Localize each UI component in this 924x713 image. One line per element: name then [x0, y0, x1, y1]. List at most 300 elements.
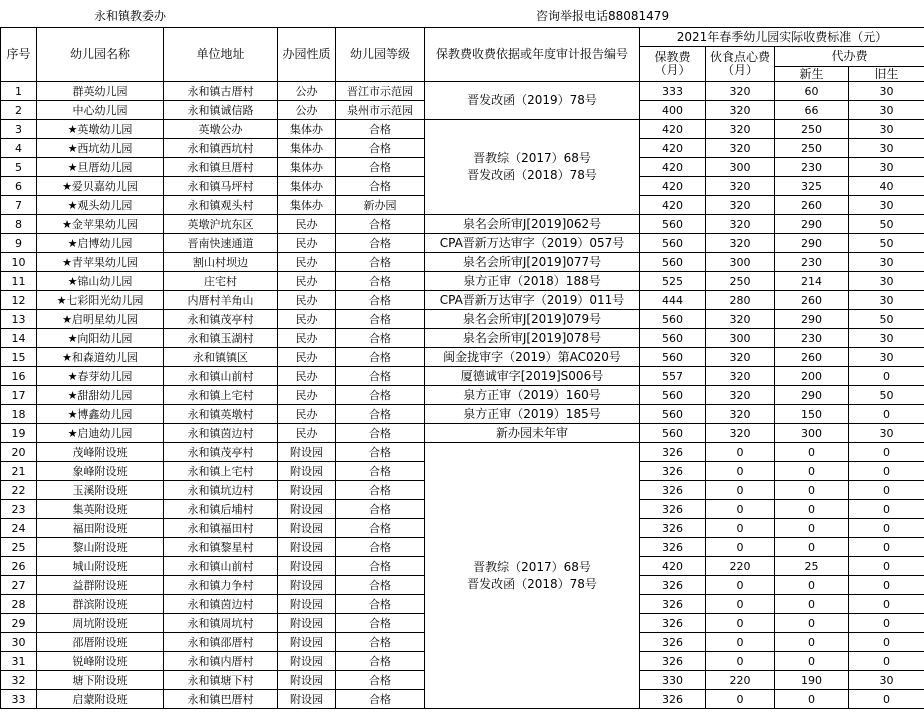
cell-no: 16 [1, 367, 37, 386]
cell-old: 0 [849, 443, 924, 462]
cell-old: 0 [849, 481, 924, 500]
cell-name: ★启博幼儿园 [37, 234, 164, 253]
cell-basis: CPA晋新万达审字（2019）057号 [425, 234, 640, 253]
cell-new: 150 [775, 405, 849, 424]
cell-grade: 合格 [336, 158, 425, 177]
cell-meal: 0 [706, 595, 775, 614]
cell-new: 60 [775, 82, 849, 101]
cell-grade: 合格 [336, 177, 425, 196]
cell-name: ★金苹果幼儿园 [37, 215, 164, 234]
cell-old: 30 [849, 158, 924, 177]
header-name: 幼儿园名称 [37, 28, 164, 82]
cell-no: 18 [1, 405, 37, 424]
cell-tuition: 420 [640, 557, 706, 576]
cell-grade: 泉州市示范园 [336, 101, 425, 120]
header-fees: 代办费 [775, 47, 924, 67]
cell-meal: 300 [706, 158, 775, 177]
table-row [1, 215, 924, 234]
cell-nature: 民办 [278, 367, 336, 386]
cell-new: 230 [775, 253, 849, 272]
cell-meal: 320 [706, 234, 775, 253]
table-row [1, 443, 924, 462]
header-old: 旧生 [849, 67, 924, 82]
cell-basis: 新办园未年审 [425, 424, 640, 443]
cell-name: 群滨附设班 [37, 595, 164, 614]
cell-grade: 合格 [336, 234, 425, 253]
cell-tuition: 326 [640, 633, 706, 652]
cell-tuition: 326 [640, 462, 706, 481]
cell-no: 15 [1, 348, 37, 367]
cell-old: 50 [849, 215, 924, 234]
cell-old: 0 [849, 633, 924, 652]
cell-nature: 附设园 [278, 500, 336, 519]
cell-new: 260 [775, 291, 849, 310]
cell-no: 4 [1, 139, 37, 158]
cell-old: 40 [849, 177, 924, 196]
cell-no: 30 [1, 633, 37, 652]
cell-old: 0 [849, 557, 924, 576]
cell-address: 永和镇邵厝村 [164, 633, 278, 652]
cell-grade: 合格 [336, 291, 425, 310]
cell-no: 11 [1, 272, 37, 291]
cell-nature: 民办 [278, 234, 336, 253]
cell-nature: 集体办 [278, 177, 336, 196]
cell-name: ★甜甜幼儿园 [37, 386, 164, 405]
cell-old: 30 [849, 82, 924, 101]
basis-line: 晋教综（2017）68号 [473, 151, 591, 165]
cell-old: 0 [849, 500, 924, 519]
cell-no: 1 [1, 82, 37, 101]
cell-tuition: 560 [640, 329, 706, 348]
cell-grade: 合格 [336, 576, 425, 595]
cell-name: ★旦厝幼儿园 [37, 158, 164, 177]
cell-meal: 0 [706, 462, 775, 481]
cell-old: 30 [849, 139, 924, 158]
cell-meal: 220 [706, 671, 775, 690]
header-standard: 2021年春季幼儿园实际收费标准（元） [640, 28, 924, 47]
cell-tuition: 400 [640, 101, 706, 120]
cell-nature: 集体办 [278, 120, 336, 139]
cell-meal: 300 [706, 329, 775, 348]
cell-old: 30 [849, 424, 924, 443]
cell-meal: 220 [706, 557, 775, 576]
cell-nature: 民办 [278, 215, 336, 234]
cell-name: 集英附设班 [37, 500, 164, 519]
cell-basis: 泉名会所审J[2019]077号 [425, 253, 640, 272]
table-body [1, 82, 924, 709]
cell-no: 20 [1, 443, 37, 462]
header-meal: 伙食点心费 （月） [706, 47, 775, 82]
fee-table [0, 27, 924, 709]
cell-no: 23 [1, 500, 37, 519]
cell-old: 50 [849, 234, 924, 253]
header-nature: 办园性质 [278, 28, 336, 82]
cell-tuition: 420 [640, 120, 706, 139]
table-row [1, 82, 924, 101]
cell-name: 塘下附设班 [37, 671, 164, 690]
cell-tuition: 326 [640, 652, 706, 671]
cell-no: 28 [1, 595, 37, 614]
cell-old: 30 [849, 291, 924, 310]
cell-address: 永和镇茂亭村 [164, 443, 278, 462]
cell-meal: 320 [706, 82, 775, 101]
cell-name: ★启明星幼儿园 [37, 310, 164, 329]
cell-meal: 280 [706, 291, 775, 310]
cell-grade: 合格 [336, 500, 425, 519]
cell-address: 割山村坝边 [164, 253, 278, 272]
cell-no: 6 [1, 177, 37, 196]
cell-tuition: 326 [640, 519, 706, 538]
cell-old: 30 [849, 253, 924, 272]
cell-meal: 320 [706, 310, 775, 329]
cell-no: 21 [1, 462, 37, 481]
cell-basis: 泉方正审（2019）185号 [425, 405, 640, 424]
cell-no: 31 [1, 652, 37, 671]
cell-basis: 闽金拢审字（2019）第AC020号 [425, 348, 640, 367]
cell-nature: 民办 [278, 253, 336, 272]
cell-tuition: 560 [640, 405, 706, 424]
cell-no: 5 [1, 158, 37, 177]
cell-address: 永和镇观头村 [164, 196, 278, 215]
cell-grade: 晋江市示范园 [336, 82, 425, 101]
cell-basis [425, 120, 640, 215]
cell-meal: 320 [706, 405, 775, 424]
cell-tuition: 326 [640, 576, 706, 595]
cell-address: 永和镇坑边村 [164, 481, 278, 500]
cell-meal: 0 [706, 538, 775, 557]
cell-name: ★启迪幼儿园 [37, 424, 164, 443]
cell-name: ★英墩幼儿园 [37, 120, 164, 139]
cell-name: 中心幼儿园 [37, 101, 164, 120]
header-seq: 序号 [1, 28, 37, 82]
cell-basis: 泉方正审（2019）160号 [425, 386, 640, 405]
cell-old: 0 [849, 595, 924, 614]
table-row [1, 234, 924, 253]
cell-meal: 250 [706, 272, 775, 291]
cell-new: 260 [775, 196, 849, 215]
cell-no: 2 [1, 101, 37, 120]
cell-address: 永和镇诚信路 [164, 101, 278, 120]
cell-old: 30 [849, 196, 924, 215]
cell-old: 30 [849, 272, 924, 291]
cell-address: 永和镇马坪村 [164, 177, 278, 196]
cell-basis: 泉名会所审J[2019]078号 [425, 329, 640, 348]
cell-meal: 0 [706, 500, 775, 519]
cell-name: ★西坑幼儿园 [37, 139, 164, 158]
cell-address: 永和镇周坑村 [164, 614, 278, 633]
cell-address: 永和镇山前村 [164, 557, 278, 576]
cell-name: 锐峰附设班 [37, 652, 164, 671]
cell-nature: 附设园 [278, 576, 336, 595]
cell-address: 永和镇茂亭村 [164, 310, 278, 329]
cell-grade: 合格 [336, 310, 425, 329]
cell-meal: 320 [706, 196, 775, 215]
cell-old: 50 [849, 386, 924, 405]
cell-nature: 民办 [278, 405, 336, 424]
cell-meal: 0 [706, 519, 775, 538]
cell-grade: 合格 [336, 652, 425, 671]
office-name: 永和镇教委办 [94, 9, 167, 23]
cell-meal: 320 [706, 139, 775, 158]
cell-nature: 附设园 [278, 443, 336, 462]
cell-no: 8 [1, 215, 37, 234]
table-row [1, 386, 924, 405]
cell-grade: 合格 [336, 557, 425, 576]
cell-new: 230 [775, 158, 849, 177]
cell-new: 290 [775, 215, 849, 234]
cell-old: 50 [849, 310, 924, 329]
cell-new: 250 [775, 139, 849, 158]
cell-new: 0 [775, 538, 849, 557]
cell-tuition: 420 [640, 139, 706, 158]
cell-no: 26 [1, 557, 37, 576]
cell-old: 0 [849, 462, 924, 481]
cell-meal: 0 [706, 652, 775, 671]
cell-tuition: 333 [640, 82, 706, 101]
cell-no: 27 [1, 576, 37, 595]
cell-nature: 集体办 [278, 139, 336, 158]
table-row [1, 348, 924, 367]
cell-tuition: 326 [640, 538, 706, 557]
cell-name: ★青苹果幼儿园 [37, 253, 164, 272]
cell-new: 0 [775, 614, 849, 633]
cell-meal: 320 [706, 177, 775, 196]
cell-meal: 320 [706, 386, 775, 405]
cell-address: 永和镇山前村 [164, 367, 278, 386]
cell-grade: 新办园 [336, 196, 425, 215]
cell-old: 30 [849, 348, 924, 367]
cell-grade: 合格 [336, 120, 425, 139]
basis-line: 晋教综（2017）68号 [473, 559, 591, 574]
cell-no: 22 [1, 481, 37, 500]
cell-old: 0 [849, 614, 924, 633]
cell-address: 永和镇旦厝村 [164, 158, 278, 177]
cell-name: 城山附设班 [37, 557, 164, 576]
cell-tuition: 326 [640, 690, 706, 709]
cell-nature: 民办 [278, 386, 336, 405]
cell-nature: 附设园 [278, 652, 336, 671]
cell-name: 周坑附设班 [37, 614, 164, 633]
cell-new: 0 [775, 652, 849, 671]
cell-name: 茂峰附设班 [37, 443, 164, 462]
cell-nature: 民办 [278, 291, 336, 310]
cell-old: 0 [849, 538, 924, 557]
table-row [1, 424, 924, 443]
table-row [1, 120, 924, 139]
cell-grade: 合格 [336, 633, 425, 652]
cell-nature: 附设园 [278, 595, 336, 614]
cell-name: ★观头幼儿园 [37, 196, 164, 215]
cell-meal: 320 [706, 120, 775, 139]
cell-nature: 集体办 [278, 196, 336, 215]
cell-tuition: 525 [640, 272, 706, 291]
cell-name: 邵厝附设班 [37, 633, 164, 652]
cell-meal: 0 [706, 443, 775, 462]
cell-address: 永和镇玉湖村 [164, 329, 278, 348]
cell-address: 永和镇福田村 [164, 519, 278, 538]
table-row [1, 329, 924, 348]
cell-basis [425, 443, 640, 709]
cell-tuition: 444 [640, 291, 706, 310]
cell-nature: 附设园 [278, 462, 336, 481]
cell-grade: 合格 [336, 405, 425, 424]
cell-new: 0 [775, 690, 849, 709]
cell-meal: 0 [706, 481, 775, 500]
cell-new: 0 [775, 462, 849, 481]
cell-tuition: 326 [640, 500, 706, 519]
table-row [1, 291, 924, 310]
cell-address: 永和镇镇区 [164, 348, 278, 367]
cell-old: 30 [849, 120, 924, 139]
cell-new: 0 [775, 595, 849, 614]
cell-grade: 合格 [336, 538, 425, 557]
table-row [1, 405, 924, 424]
cell-basis: 泉名会所审J[2019]062号 [425, 215, 640, 234]
cell-tuition: 557 [640, 367, 706, 386]
cell-no: 25 [1, 538, 37, 557]
cell-new: 0 [775, 576, 849, 595]
cell-nature: 附设园 [278, 633, 336, 652]
cell-basis: 厦德诚审字[2019]S006号 [425, 367, 640, 386]
cell-tuition: 560 [640, 386, 706, 405]
cell-grade: 合格 [336, 253, 425, 272]
cell-new: 0 [775, 500, 849, 519]
cell-grade: 合格 [336, 272, 425, 291]
cell-address: 永和镇茵边村 [164, 424, 278, 443]
cell-new: 0 [775, 481, 849, 500]
cell-new: 0 [775, 633, 849, 652]
cell-address: 晋南快速通道 [164, 234, 278, 253]
basis-line: 晋发改函（2018）78号 [467, 168, 597, 182]
cell-tuition: 560 [640, 253, 706, 272]
cell-grade: 合格 [336, 519, 425, 538]
table-row [1, 310, 924, 329]
cell-address: 永和镇黎星村 [164, 538, 278, 557]
cell-address: 永和镇后埔村 [164, 500, 278, 519]
cell-grade: 合格 [336, 424, 425, 443]
cell-old: 30 [849, 329, 924, 348]
cell-new: 290 [775, 310, 849, 329]
cell-grade: 合格 [336, 595, 425, 614]
cell-meal: 320 [706, 424, 775, 443]
cell-meal: 320 [706, 101, 775, 120]
cell-meal: 320 [706, 348, 775, 367]
cell-no: 10 [1, 253, 37, 272]
cell-nature: 民办 [278, 310, 336, 329]
cell-grade: 合格 [336, 481, 425, 500]
cell-nature: 民办 [278, 424, 336, 443]
cell-address: 永和镇上宅村 [164, 462, 278, 481]
cell-new: 190 [775, 671, 849, 690]
cell-new: 290 [775, 386, 849, 405]
cell-grade: 合格 [336, 329, 425, 348]
cell-tuition: 326 [640, 595, 706, 614]
cell-name: 象峰附设班 [37, 462, 164, 481]
cell-new: 300 [775, 424, 849, 443]
cell-old: 0 [849, 405, 924, 424]
cell-meal: 0 [706, 614, 775, 633]
header-tuition: 保教费 （月） [640, 47, 706, 82]
cell-address: 永和镇力争村 [164, 576, 278, 595]
basis-line: 晋发改函（2018）78号 [467, 576, 597, 591]
cell-tuition: 330 [640, 671, 706, 690]
cell-new: 250 [775, 120, 849, 139]
cell-no: 3 [1, 120, 37, 139]
cell-nature: 附设园 [278, 690, 336, 709]
cell-basis: CPA晋新万达审字（2019）011号 [425, 291, 640, 310]
cell-nature: 民办 [278, 348, 336, 367]
cell-no: 14 [1, 329, 37, 348]
cell-new: 66 [775, 101, 849, 120]
cell-no: 9 [1, 234, 37, 253]
cell-nature: 公办 [278, 82, 336, 101]
cell-tuition: 420 [640, 177, 706, 196]
cell-grade: 合格 [336, 443, 425, 462]
cell-name: 黎山附设班 [37, 538, 164, 557]
cell-address: 永和镇西坑村 [164, 139, 278, 158]
cell-no: 17 [1, 386, 37, 405]
cell-address: 永和镇上宅村 [164, 386, 278, 405]
cell-name: 福田附设班 [37, 519, 164, 538]
cell-grade: 合格 [336, 614, 425, 633]
cell-meal: 320 [706, 215, 775, 234]
cell-tuition: 560 [640, 310, 706, 329]
cell-name: 启蒙附设班 [37, 690, 164, 709]
table-row [1, 367, 924, 386]
header-new: 新生 [775, 67, 849, 82]
table-row [1, 272, 924, 291]
cell-nature: 附设园 [278, 614, 336, 633]
cell-meal: 320 [706, 367, 775, 386]
cell-new: 214 [775, 272, 849, 291]
cell-grade: 合格 [336, 367, 425, 386]
cell-nature: 附设园 [278, 538, 336, 557]
cell-old: 30 [849, 101, 924, 120]
cell-no: 13 [1, 310, 37, 329]
cell-no: 29 [1, 614, 37, 633]
cell-tuition: 420 [640, 158, 706, 177]
cell-name: ★春芽幼儿园 [37, 367, 164, 386]
cell-grade: 合格 [336, 690, 425, 709]
cell-address: 永和镇茵边村 [164, 595, 278, 614]
cell-basis: 泉方正审（2018）188号 [425, 272, 640, 291]
cell-nature: 民办 [278, 329, 336, 348]
cell-tuition: 326 [640, 481, 706, 500]
cell-nature: 集体办 [278, 158, 336, 177]
cell-tuition: 560 [640, 234, 706, 253]
cell-nature: 附设园 [278, 481, 336, 500]
cell-address: 庄宅村 [164, 272, 278, 291]
cell-old: 0 [849, 367, 924, 386]
cell-grade: 合格 [336, 139, 425, 158]
cell-basis: 泉名会所审J[2019]079号 [425, 310, 640, 329]
cell-new: 25 [775, 557, 849, 576]
cell-name: ★博鑫幼儿园 [37, 405, 164, 424]
table-row [1, 253, 924, 272]
cell-address: 永和镇英墩村 [164, 405, 278, 424]
sheet-top-bar [0, 0, 924, 27]
cell-no: 7 [1, 196, 37, 215]
cell-basis: 晋发改函（2019）78号 [425, 82, 640, 120]
cell-address: 英墩公办 [164, 120, 278, 139]
cell-name: ★七彩阳光幼儿园 [37, 291, 164, 310]
cell-no: 19 [1, 424, 37, 443]
header-basis: 保教费收费依据或年度审计报告编号 [425, 28, 640, 82]
cell-tuition: 560 [640, 215, 706, 234]
cell-old: 0 [849, 576, 924, 595]
cell-grade: 合格 [336, 386, 425, 405]
hotline: 咨询举报电话88081479 [536, 9, 670, 23]
